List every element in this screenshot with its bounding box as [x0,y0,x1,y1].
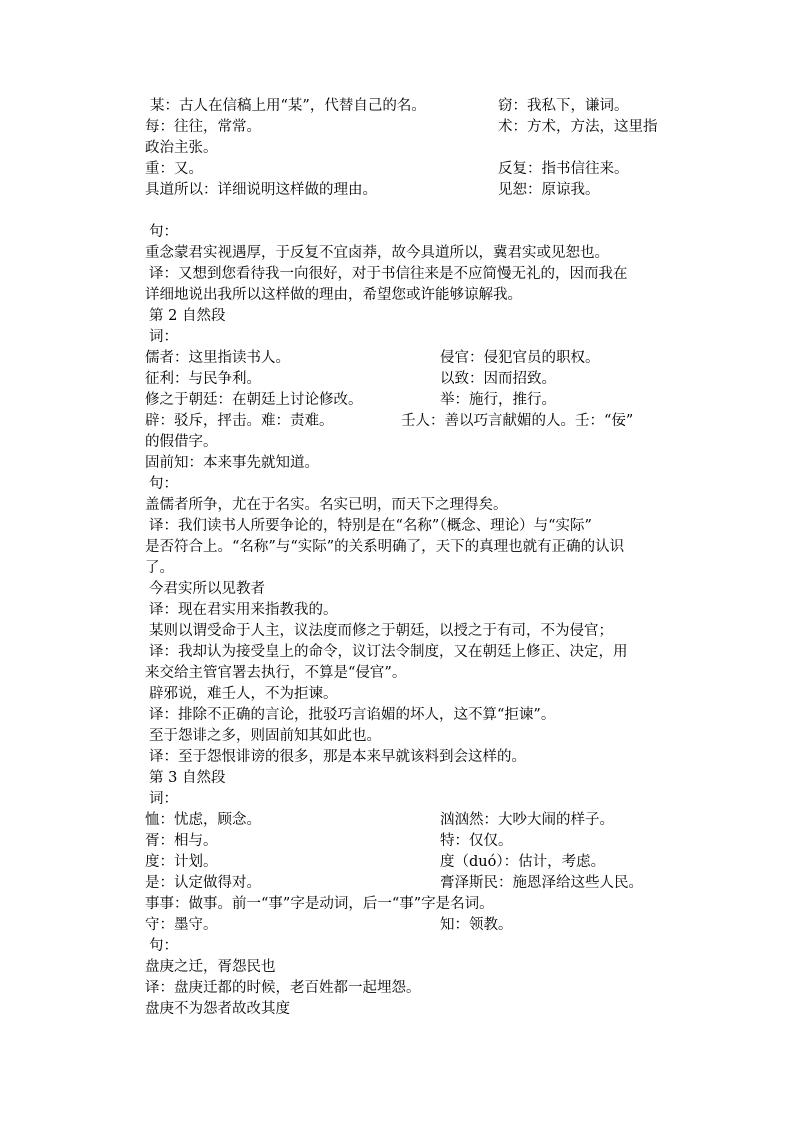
paragraph-heading: 第 3 自然段 [149,770,226,786]
gloss-qinguan: 侵官：侵犯官员的职权。 [440,350,600,366]
sentence-translation: 译：我们读书人所要争论的，特别是在“名称”（概念、理论）与“实际” [149,518,592,534]
gloss-zhengli: 征利：与民争利。 [145,371,261,387]
gloss-shou: 守：墨守。 [145,917,218,933]
section-label-sentences: 句： [149,224,178,240]
gloss-xu: 恤：忧虑，顾念。 [145,812,261,828]
sentence-translation-cont: 详细地说出我所以这样做的理由，希望您或许能够谅解我。 [145,287,522,303]
sentence-translation: 译：排除不正确的言论，批驳巧言谄媚的坏人，这不算“拒谏”。 [149,707,556,723]
gloss-du: 度：计划。 [145,854,218,870]
gloss-fanfu: 反复：指书信往来。 [498,161,629,177]
gloss-judaosuoyi: 具道所以：详细说明这样做的理由。 [145,182,377,198]
gloss-guqianzhi: 固前知：本来事先就知道。 [145,455,319,471]
sentence-original: 盘庚之迁，胥怨民也 [145,959,276,975]
sentence-translation: 译：又想到您看待我一向很好，对于书信往来是不应简慢无礼的，因而我在 [149,266,628,282]
sentence-translation: 译：现在君实用来指教我的。 [149,602,338,618]
section-label-sentences: 句： [149,938,178,954]
gloss-xu2: 胥：相与。 [145,833,218,849]
gloss-pi-nan: 辟：驳斥，抨击。难：责难。 [145,413,334,429]
gloss-duo: 度（duó）：估计，考虑。 [440,854,606,870]
gloss-jianshu: 见恕：原谅我。 [498,182,600,198]
sentence-translation: 译：我却认为接受皇上的命令，议订法令制度，又在朝廷上修正、决定，用 [149,644,628,660]
gloss-zhi: 知：领教。 [440,917,513,933]
section-label-sentences: 句： [149,476,178,492]
gloss-renren-cont: 的假借字。 [145,434,218,450]
sentence-original: 重念蒙君实视遇厚，于反复不宜卤莽，故今具道所以，冀君实或见恕也。 [145,245,609,261]
section-label-words: 词： [149,791,178,807]
sentence-translation-cont: 了。 [145,560,174,576]
sentence-original: 盖儒者所争，尤在于名实。名实已明，而天下之理得矣。 [145,497,508,513]
sentence-original: 至于怨诽之多，则固前知其如此也。 [149,728,381,744]
sentence-translation: 译：至于怨恨诽谤的很多，那是本来早就该料到会这样的。 [149,749,526,765]
sentence-translation-cont: 来交给主管官署去执行，不算是“侵官”。 [145,665,407,681]
sentence-original: 盘庚不为怨者故改其度 [145,1001,290,1017]
gloss-xiuzhiyuchaoting: 修之于朝廷：在朝廷上讨论修改。 [145,392,363,408]
gloss-shu: 术：方术，方法，这里指 [498,119,658,135]
gloss-shi: 是：认定做得对。 [145,875,261,891]
sentence-translation: 译：盘庚迁都的时候，老百姓都一起埋怨。 [145,980,421,996]
gloss-ju: 举：施行，推行。 [440,392,556,408]
gloss-xiongxiongran: 汹汹然：大吵大闹的样子。 [440,812,614,828]
sentence-original: 某则以谓受命于人主，议法度而修之于朝廷，以授之于有司，不为侵官； [149,623,613,639]
gloss-ruzhe: 儒者：这里指读书人。 [145,350,290,366]
gloss-shu-cont: 政治主张。 [145,140,218,156]
gloss-te: 特：仅仅。 [440,833,513,849]
gloss-shishi: 事事：做事。前一“事”字是动词，后一“事”字是名词。 [145,896,494,912]
gloss-gaozesimin: 膏泽斯民：施恩泽给这些人民。 [440,875,643,891]
gloss-zhong: 重：又。 [145,161,203,177]
sentence-original: 今君实所以见教者 [149,581,265,597]
sentence-original: 辟邪说，难壬人，不为拒谏。 [149,686,338,702]
gloss-renren: 壬人：善以巧言献媚的人。壬：“佞” [401,413,634,429]
sentence-translation-cont: 是否符合上。“名称”与“实际”的关系明确了，天下的真理也就有正确的认识 [145,539,625,555]
gloss-mei: 每：往往，常常。 [145,119,261,135]
paragraph-heading: 第 2 自然段 [149,308,226,324]
gloss-mou: 某：古人在信稿上用“某”，代替自己的名。 [150,98,426,114]
section-label-words: 词： [149,329,178,345]
gloss-yizhi: 以致：因而招致。 [440,371,556,387]
gloss-qie: 窃：我私下，谦词。 [498,98,629,114]
